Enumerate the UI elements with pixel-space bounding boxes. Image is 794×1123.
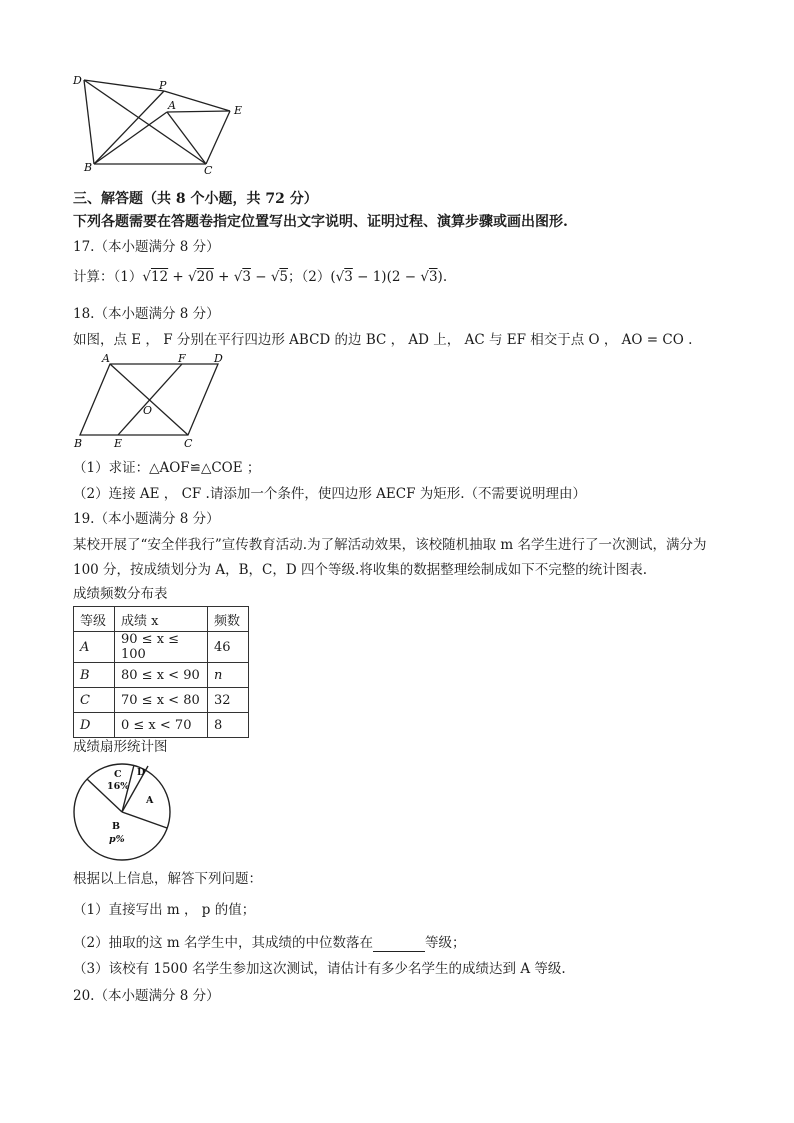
q16-figure: [64, 70, 254, 180]
fig18-label-o: O: [143, 404, 153, 417]
q18-part1: （1）求证：△AOF≌△COE ；: [73, 460, 261, 476]
fig16-label-c: C: [204, 164, 213, 177]
q17-title: 17.（本小题满分 8 分）: [73, 239, 220, 255]
pie-label-b: B: [112, 821, 121, 832]
fig16-label-e: E: [234, 104, 243, 117]
q19-text-line1: 某校开展了“安全伴我行”宣传教育活动.为了解活动效果，该校随机抽取 m 名学生进行了一次测试，满分为: [73, 537, 707, 553]
table-cell: 70 ≤ x < 80: [115, 688, 208, 713]
q18-text: 如图，点 E ， F 分别在平行四边形 ABCD 的边 BC ， AD 上， AC 与 EF 相交于点 O ， AO = CO .: [73, 332, 693, 348]
pie-label-d: D: [137, 767, 146, 778]
q17-separator: ；（2）: [288, 269, 331, 285]
q18-parallelogram-figure: [70, 352, 230, 452]
table-header-cell: 成绩 x: [115, 607, 208, 632]
q17-end: .: [442, 269, 448, 285]
fig18-label-f: F: [178, 352, 186, 365]
fig16-label-d: D: [73, 74, 82, 87]
pie-label-a: A: [146, 795, 154, 806]
table-header-cell: 频数: [208, 607, 249, 632]
q19-part1: （1）直接写出 m ， p 的值；: [73, 902, 256, 918]
q17-part1-math: √12 + √20 + √3 − √5: [142, 269, 289, 285]
fig16-label-p: P: [159, 79, 167, 92]
fig16-label-b: B: [84, 161, 93, 174]
q17-expression: [73, 268, 447, 286]
section3-instruction: 下列各题需要在答题卷指定位置写出文字说明、证明过程、演算步骤或画出图形.: [73, 214, 568, 230]
table-cell: 80 ≤ x < 90: [115, 663, 208, 688]
table-cell: B: [74, 663, 115, 688]
table-cell: D: [74, 713, 115, 738]
table-cell: 8: [208, 713, 249, 738]
answer-blank[interactable]: [373, 937, 425, 952]
table-header-row: [74, 607, 249, 632]
section3-heading: 三、解答题（共 8 个小题，共 72 分）: [73, 191, 318, 207]
table-row: [74, 663, 249, 688]
frequency-table: [73, 606, 249, 738]
q17-prefix: 计算：（1）: [73, 269, 143, 285]
q19-part2: [73, 934, 465, 952]
fig18-label-a: A: [102, 352, 110, 365]
table-cell: 46: [208, 632, 249, 663]
pie-caption: 成绩扇形统计图: [73, 739, 168, 755]
table-cell: A: [74, 632, 115, 663]
pie-pct-b: p%: [109, 834, 125, 845]
pie-pct-c: 16%: [107, 781, 130, 792]
table-row: [74, 632, 249, 663]
fig18-label-e: E: [114, 437, 123, 450]
pie-label-c: C: [114, 769, 122, 780]
table-cell: 90 ≤ x ≤ 100: [115, 632, 208, 663]
q19-text-line2: 100 分，按成绩划分为 A，B，C，D 四个等级.将收集的数据整理绘制成如下不完整的统计图表.: [73, 562, 648, 578]
table-header-cell: 等级: [74, 607, 115, 632]
table-cell: 32: [208, 688, 249, 713]
q20-title: 20.（本小题满分 8 分）: [73, 988, 220, 1004]
fig16-label-a: A: [168, 99, 176, 112]
q19-part3: （3）该校有 1500 名学生参加这次测试，请估计有多少名学生的成绩达到 A 等级.: [73, 961, 566, 977]
table-cell: 0 ≤ x < 70: [115, 713, 208, 738]
q19-part2-text-b: 等级；: [424, 935, 466, 951]
fig18-label-c: C: [184, 437, 193, 450]
table-row: [74, 688, 249, 713]
table-cell: C: [74, 688, 115, 713]
fig18-label-b: B: [74, 437, 83, 450]
q19-part2-text-a: （2）抽取的这 m 名学生中，其成绩的中位数落在: [73, 935, 373, 951]
q19-ask: 根据以上信息，解答下列问题：: [73, 871, 262, 887]
q19-title: 19.（本小题满分 8 分）: [73, 511, 220, 527]
table-caption: 成绩频数分布表: [73, 586, 168, 602]
fig18-label-d: D: [214, 352, 223, 365]
q18-part2: （2）连接 AE ， CF .请添加一个条件，使四边形 AECF 为矩形.（不需要说明理由）: [73, 486, 587, 502]
table-row: [74, 713, 249, 738]
pie-chart: [70, 760, 180, 864]
q18-title: 18.（本小题满分 8 分）: [73, 306, 220, 322]
table-cell: n: [208, 663, 249, 688]
q17-part2-math: (√3 − 1)(2 − √3): [330, 269, 443, 285]
